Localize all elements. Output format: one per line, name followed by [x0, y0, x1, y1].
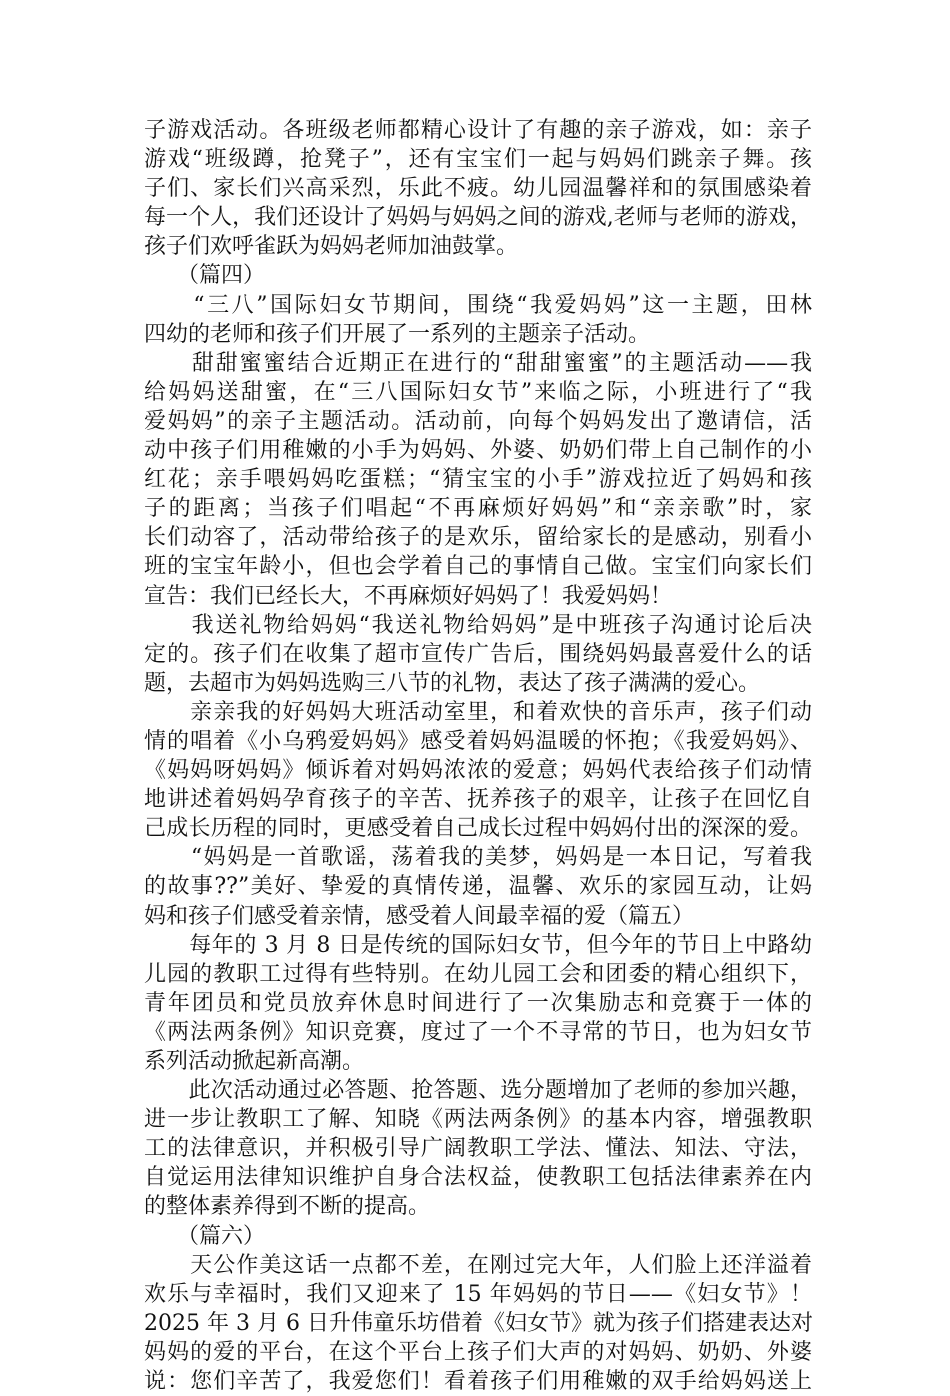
text-line: 动中孩子们用稚嫩的小手为妈妈、外婆、奶奶们带上自己制作的小 [144, 438, 812, 464]
text-line: 爱妈妈”的亲子主题活动。活动前，向每个妈妈发出了邀请信，活 [144, 408, 812, 434]
text-line: 工的法律意识，并积极引导广阔教职工学法、懂法、知法、守法， [144, 1136, 812, 1162]
text-line: （篇四） [144, 263, 266, 289]
text-line: 说：您们辛苦了，我爱您们！看着孩子们用稚嫩的双手给妈妈送上 [144, 1369, 812, 1395]
text-line: 《妈妈呀妈妈》倾诉着对妈妈浓浓的爱意；妈妈代表给孩子们动情 [144, 758, 812, 784]
text-line: 班的宝宝年龄小，但也会学着自己的事情自己做。宝宝们向家长们 [144, 554, 812, 580]
text-line: 游戏“班级蹲，抢凳子”，还有宝宝们一起与妈妈们跳亲子舞。孩 [144, 147, 812, 173]
text-line: 宣告：我们已经长大，不再麻烦好妈妈了！我爱妈妈！ [144, 583, 673, 609]
text-line: 孩子们欢呼雀跃为妈妈老师加油鼓掌。 [144, 234, 519, 260]
text-line: 子的距离；当孩子们唱起“不再麻烦好妈妈”和“亲亲歌”时，家 [144, 496, 812, 522]
text-line: 红花；亲手喂妈妈吃蛋糕；“猜宝宝的小手”游戏拉近了妈妈和孩 [144, 467, 812, 493]
text-line: 进一步让教职工了解、知晓《两法两条例》的基本内容，增强教职 [144, 1107, 812, 1133]
text-line: 己成长历程的同时，更感受着自己成长过程中妈妈付出的深深的爱。 [144, 816, 812, 842]
text-line: 青年团员和党员放弃休息时间进行了一次集励志和竞赛于一体的 [144, 990, 812, 1016]
text-line: 定的。孩子们在收集了超市宣传广告后，围绕妈妈最喜爱什么的话 [144, 641, 812, 667]
text-line: 天公作美这话一点都不差，在刚过完大年，人们脸上还洋溢着 [144, 1252, 812, 1278]
text-line: 每一个人，我们还设计了妈妈与妈妈之间的游戏,老师与老师的游戏， [144, 205, 812, 231]
text-line: 欢乐与幸福时，我们又迎来了 15 年妈妈的节日——《妇女节》！ [144, 1281, 812, 1307]
text-line: 系列活动掀起新高潮。 [144, 1049, 365, 1074]
text-line: 的整体素养得到不断的提高。 [144, 1194, 431, 1220]
text-line: “妈妈是一首歌谣，荡着我的美梦，妈妈是一本日记，写着我 [144, 845, 812, 871]
text-line: 《两法两条例》知识竞赛，度过了一个不寻常的节日，也为妇女节 [144, 1019, 812, 1045]
text-line: 甜甜蜜蜜结合近期正在进行的“甜甜蜜蜜”的主题活动——我 [144, 350, 812, 376]
text-line: 2025 年 3 月 6 日升伟童乐坊借着《妇女节》就为孩子们搭建表达对 [144, 1310, 813, 1336]
text-line: 题，去超市为妈妈选购三八节的礼物，表达了孩子满满的爱心。 [144, 670, 761, 696]
text-line: “三八”国际妇女节期间，围绕“我爱妈妈”这一主题，田林 [144, 292, 812, 318]
text-line: 亲亲我的好妈妈大班活动室里，和着欢快的音乐声，孩子们动 [144, 699, 812, 725]
text-line: 子们、家长们兴高采烈，乐此不疲。幼儿园温馨祥和的氛围感染着 [144, 176, 812, 202]
text-line: 此次活动通过必答题、抢答题、选分题增加了老师的参加兴趣， [144, 1078, 812, 1104]
text-line: （篇六） [144, 1223, 266, 1249]
text-line: 情的唱着《小乌鸦爱妈妈》感受着妈妈温暖的怀抱；《我爱妈妈》、 [144, 728, 812, 754]
text-line: 妈妈的爱的平台，在这个平台上孩子们大声的对妈妈、奶奶、外婆 [144, 1339, 812, 1365]
text-line: 自觉运用法律知识维护自身合法权益，使教职工包括法律素养在内 [144, 1165, 812, 1191]
text-line: 子游戏活动。各班级老师都精心设计了有趣的亲子游戏，如：亲子 [144, 118, 812, 143]
text-line: 儿园的教职工过得有些特别。在幼儿园工会和团委的精心组织下， [144, 961, 812, 987]
text-line: 四幼的老师和孩子们开展了一系列的主题亲子活动。 [144, 321, 651, 347]
document-body-text [144, 116, 812, 1396]
text-line: 妈和孩子们感受着亲情，感受着人间最幸福的爱（篇五） [144, 903, 695, 929]
text-line: 地讲述着妈妈孕育孩子的辛苦、抚养孩子的艰辛，让孩子在回忆自 [144, 787, 812, 813]
text-line: 我送礼物给妈妈“我送礼物给妈妈”是中班孩子沟通讨论后决 [144, 612, 812, 638]
text-line: 给妈妈送甜蜜，在“三八国际妇女节”来临之际，小班进行了“我 [144, 379, 812, 405]
text-line: 的故事??”美好、挚爱的真情传递，温馨、欢乐的家园互动，让妈 [144, 874, 812, 900]
text-line: 每年的 3 月 8 日是传统的国际妇女节，但今年的节日上中路幼 [144, 932, 812, 958]
text-line: 长们动容了，活动带给孩子的是欢乐，留给家长的是感动，别看小 [144, 525, 812, 551]
